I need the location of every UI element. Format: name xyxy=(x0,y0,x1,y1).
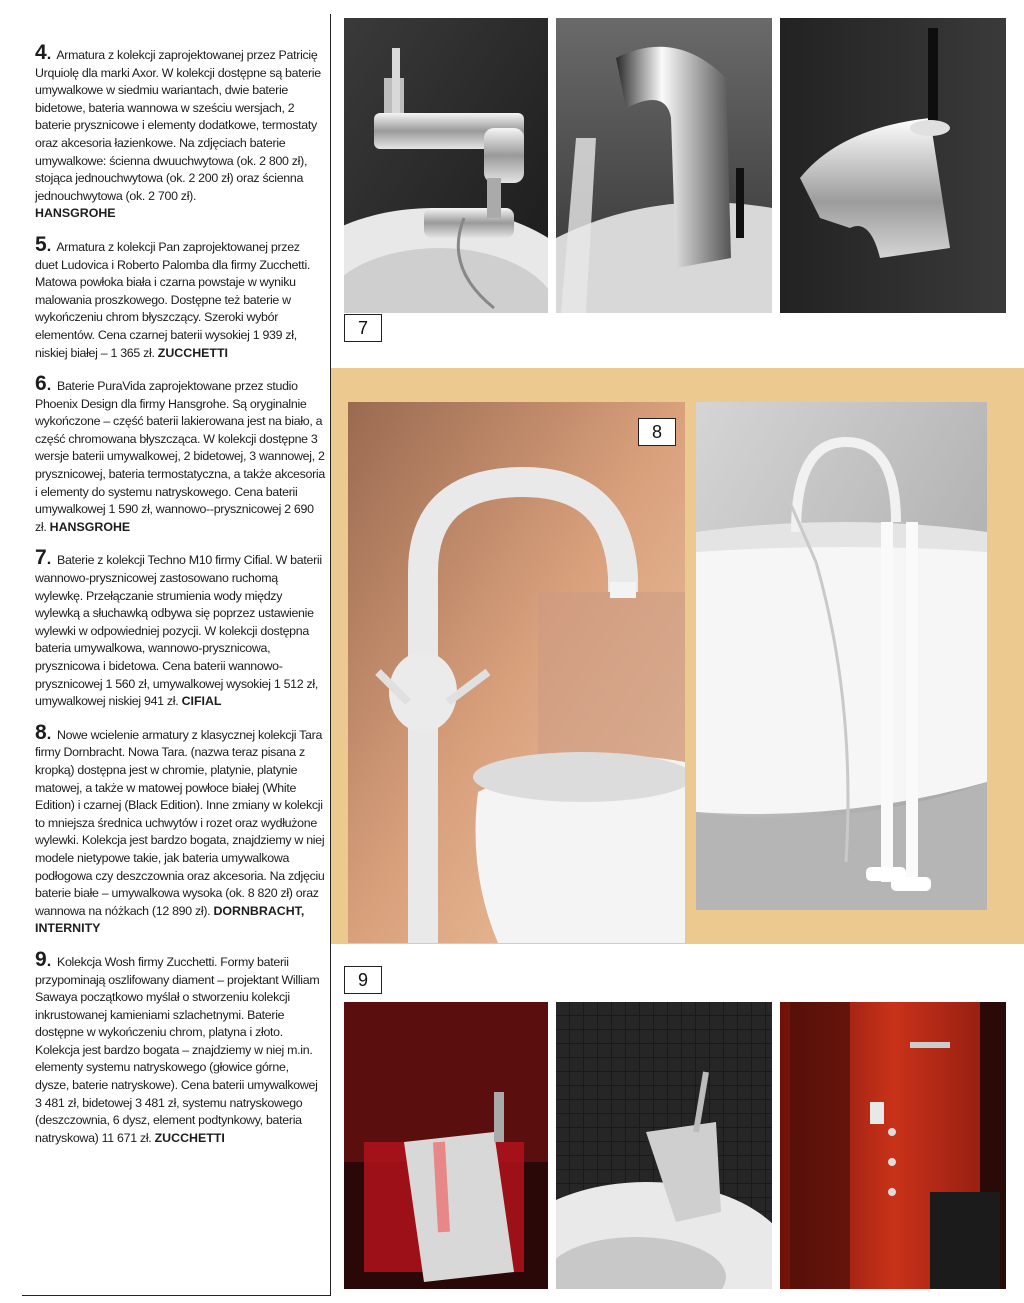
entry-brand: CIFIAL xyxy=(181,694,222,709)
entry-text: Nowe wcielenie armatury z klasycznej kolekcji Tara firmy Dornbracht. Nowa Tara. (nazwa teraz pisana z kropką) dostępna jest w chromie, platynie, platynie matowej, a także w matowej powłoce białej (White Edition) i czarnej (Black Edition). Inne zmiany w kolekcji to mniejsza średnica uchwytów i rozet oraz wydłużone wylewki. Kolekcja jest bardzo bogata, znajdziemy w niej modele nietypowe takie, jak bateria umywalkowa podłogowa czy deszczownia oraz akcesoria. Na zdjęciu baterie białe – umywalkowa wysoka (ok. 8 820 zł) oraz wannowa na nóżkach (12 890 zł). xyxy=(35,727,325,918)
article-entries xyxy=(35,41,325,1160)
entry-brand: DORNBRACHT, INTERNITY xyxy=(35,903,305,936)
entry-brand: HANSGROHE xyxy=(49,519,131,534)
entry-number: 4 xyxy=(35,41,47,64)
entry-text: Kolekcja Wosh firmy Zucchetti. Formy baterii przypominają oszlifowany diament – projektant William Sawaya początkowo myślał o stworzeniu kolekcji inkrustowanej kamieniami szlachetnymi. Baterie dostępne w wykończeniu chrom, platyna i złoto. Kolekcja jest bardzo bogata – znajdziemy w niej m.in. elementy systemu natryskowego (głowice górne, dysze, baterie natryskowe). Cena baterii umywalkowej 3 481 zł, bidetowej 3 481 zł, systemu natryskowego (deszczownia, 6 dysz, element podtynkowy, bateria natryskowa) 11 671 zł. xyxy=(35,954,320,1145)
entry-text: Baterie PuraVida zaprojektowane przez studio Phoenix Design dla firmy Hansgrohe. Są oryginalnie wykończone – część baterii lakierowana jest na biało, a część chromowana błyszcząca. W kolekcji dostępne 3 wersje baterii umywalkowej, 2 bidetowej, 3 wannowej, 2 prysznicowej, bateria termostatyczna, a także akcesoria i elementy do systemu natryskowego. Cena baterii umywalkowej 1 590 zł, wannowo--prysznicowej 2 690 zł. xyxy=(35,379,325,534)
photo-zucchetti-wosh-bidet xyxy=(556,1002,772,1289)
entry-7: 7. Baterie z kolekcji Techno M10 firmy Cifial. W baterii wannowo-prysznicowej zastosowano ruchomą wylewkę. Przełączanie strumienia wody między wylewką a słuchawką odbywa się poprzez ustawienie wylewki w odpowiedniej pozycji. W kolekcji dostępna bateria umywalkowa, wannowo-prysznicowa, prysznicowa i bidetowa. Cena baterii wannowo-prysznicowej 1 560 zł, umywalkowej wysokiej 1 512 zł, umywalkowej niskiej 941 zł. CIFIAL xyxy=(35,546,322,709)
photo-dornbracht-freestanding-bath-mixer xyxy=(696,402,987,910)
entry-brand: ZUCCHETTI xyxy=(157,345,228,360)
entry-number: 7 xyxy=(35,546,47,570)
entry-number: 5 xyxy=(35,232,47,256)
photo-axor-wall-mixer xyxy=(344,18,548,313)
entry-brand: HANSGROHE xyxy=(35,206,116,221)
photo-zucchetti-wosh-red-basin xyxy=(344,1002,548,1289)
photo-zucchetti-wosh-shower-system xyxy=(780,1002,1006,1289)
entry-brand: ZUCCHETTI xyxy=(154,1130,225,1145)
photo-axor-wall-single-lever xyxy=(780,18,1006,313)
entry-number: 6 xyxy=(35,372,47,396)
entry-8: 8. Nowe wcielenie armatury z klasycznej kolekcji Tara firmy Dornbracht. Nowa Tara. (nazwa teraz pisana z kropką) dostępna jest w chromie, platynie, platynie matowej, a także w matowej powłoce białej (White Edition) i czarnej (Black Edition). Inne zmiany w kolekcji to mniejsza średnica uchwytów i rozet oraz wydłużone wylewki. Kolekcja jest bardzo bogata, znajdziemy w niej modele nietypowe takie, jak bateria umywalkowa podłogowa czy deszczownia oraz akcesoria. Na zdjęciu baterie białe – umywalkowa wysoka (ok. 8 820 zł) oraz wannowa na nóżkach (12 890 zł). DORNBRACHT, INTERNITY xyxy=(35,720,325,936)
entry-4: 4. Armatura z kolekcji zaprojektowanej przez Patricię Urquiolę dla marki Axor. W kolekcji dostępne są baterie umywalkowe w siedmiu wariantach, dwie baterie bidetowe, bateria wannowa w sześciu wersjach, 2 baterie prysznicowe i elementy dodatkowe, termostaty oraz akcesoria łazienkowe. Na zdjęciach baterie umywalkowe: ścienna dwuuchwytowa (ok. 2 800 zł), stojąca jednouchwytowa (ok. 2 200 zł) oraz ścienna jednouchwytowa (ok. 2 700 zł). HANSGROHE xyxy=(35,41,321,221)
photo-dornbracht-floor-basin-mixer xyxy=(348,402,685,943)
photo-axor-basin-mixer xyxy=(556,18,772,313)
figure-label-8: 8 xyxy=(638,418,676,446)
entry-text: Baterie z kolekcji Techno M10 firmy Cifial. W baterii wannowo-prysznicowej zastosowano ruchomą wylewkę. Przełączanie strumienia wody między wylewką a słuchawką odbywa się poprzez ustawienie wylewki w odpowiedniej pozycji. W kolekcji dostępna bateria umywalkowa, wannowo-prysznicowa, prysznicowa i bidetowa. Cena baterii wannowo-prysznicowej 1 560 zł, umywalkowej wysokiej 1 512 zł, umywalkowej niskiej 941 zł. xyxy=(35,553,322,709)
entry-number: 8 xyxy=(35,720,47,744)
entry-text: Armatura z kolekcji Pan zaprojektowanej przez duet Ludovica i Roberto Palomba dla firmy Zucchetti. Matowa powłoka biała i czarna powstaje w wyniku malowania proszkowego. Dostępne też baterie w wykończeniu chrom błyszczący. Szeroki wybór elementów. Cena czarnej baterii wysokiej 1 939 zł, niskiej białej – 1 365 zł. xyxy=(35,239,311,360)
entry-text: Armatura z kolekcji zaprojektowanej przez Patricię Urquiolę dla marki Axor. W kolekcji dostępne są baterie umywalkowe w siedmiu wariantach, dwie baterie bidetowe, bateria wannowa w sześciu wersjach, 2 baterie prysznicowe i elementy dodatkowe, termostaty oraz akcesoria łazienkowe. Na zdjęciach baterie umywalkowe: ścienna dwuuchwytowa (ok. 2 800 zł), stojąca jednouchwytowa (ok. 2 200 zł) oraz ścienna jednouchwytowa (ok. 2 700 zł). xyxy=(35,48,321,203)
entry-6: 6. Baterie PuraVida zaprojektowane przez studio Phoenix Design dla firmy Hansgrohe. Są oryginalnie wykończone – część baterii lakierowana jest na biało, a część chromowana błyszcząca. W kolekcji dostępne 3 wersje baterii umywalkowej, 2 bidetowej, 3 wannowej, 2 prysznicowej, bateria termostatyczna, a także akcesoria i elementy do systemu natryskowego. Cena baterii umywalkowej 1 590 zł, wannowo--prysznicowej 2 690 zł. HANSGROHE xyxy=(35,372,325,534)
entry-9: 9. Kolekcja Wosh firmy Zucchetti. Formy baterii przypominają oszlifowany diament – projektant William Sawaya początkowo myślał o stworzeniu kolekcji inkrustowanej kamieniami szlachetnymi. Baterie dostępne w wykończeniu chrom, platyna i złoto. Kolekcja jest bardzo bogata – znajdziemy w niej m.in. elementy systemu natryskowego (głowice górne, dysze, baterie natryskowe). Cena baterii umywalkowej 3 481 zł, bidetowej 3 481 zł, systemu natryskowego (deszczownia, 6 dysz, element podtynkowy, bateria natryskowa) 11 671 zł. ZUCCHETTI xyxy=(35,947,320,1145)
figure-label-9: 9 xyxy=(344,966,382,994)
entry-number: 9 xyxy=(35,947,47,971)
figure-label-7: 7 xyxy=(344,314,382,342)
entry-5: 5. Armatura z kolekcji Pan zaprojektowanej przez duet Ludovica i Roberto Palomba dla firmy Zucchetti. Matowa powłoka biała i czarna powstaje w wyniku malowania proszkowego. Dostępne też baterie w wykończeniu chrom błyszczący. Szeroki wybór elementów. Cena czarnej baterii wysokiej 1 939 zł, niskiej białej – 1 365 zł. ZUCCHETTI xyxy=(35,232,311,360)
